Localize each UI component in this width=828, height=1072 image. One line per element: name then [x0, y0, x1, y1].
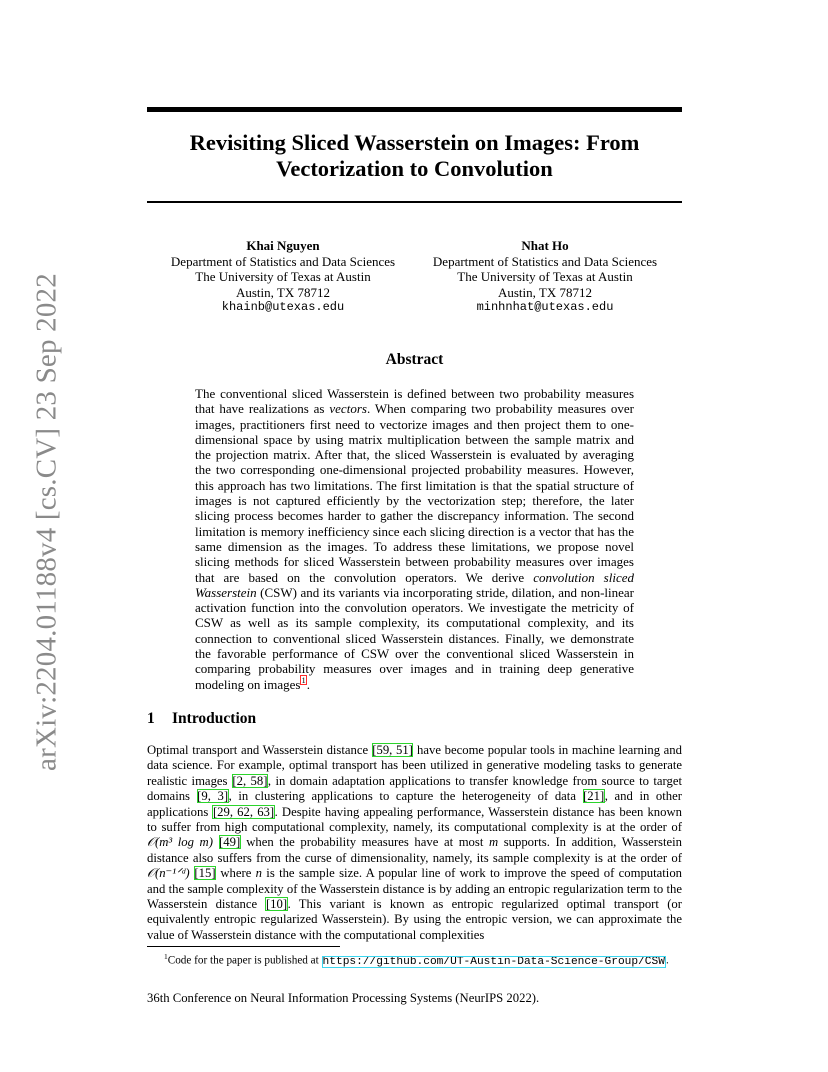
citation-link[interactable]: [59, 51]: [372, 743, 413, 757]
footnote-marker: 1: [164, 952, 168, 961]
top-rule: [147, 107, 682, 112]
citation-link[interactable]: [2, 58]: [232, 773, 268, 788]
footnote-text: Code for the paper is published at: [167, 954, 322, 967]
author-university: The University of Texas at Austin: [457, 269, 633, 284]
footnote-rule: [147, 946, 340, 947]
title-line-1: Revisiting Sliced Wasserstein on Images: From: [189, 130, 640, 155]
author-block-2: [424, 238, 666, 316]
citation-link[interactable]: [29, 62, 63]: [212, 804, 275, 819]
venue-note: 36th Conference on Neural Information Processing Systems (NeurIPS 2022).: [147, 991, 540, 1005]
author-department: Department of Statistics and Data Sciences: [170, 253, 396, 269]
section-heading-introduction: [147, 710, 256, 728]
code-url-link[interactable]: https://github.com/UT-Austin-Data-Science-Group/CSW: [322, 955, 665, 968]
introduction-paragraph: [147, 743, 682, 943]
footnote-link[interactable]: 1: [301, 675, 306, 686]
math-expression: n: [255, 866, 262, 881]
math-expression: 𝒪(m³ log m): [147, 835, 213, 850]
author-department: Department of Statistics and Data Sciences: [432, 253, 658, 269]
intro-segment: , and in other applications: [147, 789, 683, 819]
intro-segment: , in domain adaptation applications to transfer knowledge from source to target domains: [147, 773, 682, 804]
abstract-text: [195, 386, 634, 692]
author-block-1: [160, 238, 406, 316]
author-location: Austin, TX 78712: [235, 284, 330, 300]
section-number: 1: [147, 710, 155, 727]
abstract-segment: . When comparing two probability measures over images, practitioners first need to vectorize images and then project them to one-dimensional space by using matrix multiplication between the sample matrix and the projection matrix. After that, the sliced Wasserstein is evaluated by averaging the two corresponding one-dimensional projected probability measures. However, this approach has two limitations. The first limitation is that the spatial structure of images is not captured efficiently by the vectorization step; therefore, the later slicing process becomes harder to gather the discrepancy information. The second limitation is memory inefficiency since each slicing direction is a vector that has the same dimension as the images. To address these limitations, we propose novel slicing methods for sliced Wasserstein between probability measures over images that are based on the convolution operators. We derive: [195, 401, 635, 585]
title-bottom-rule: [147, 201, 682, 203]
intro-segment: when the probability measures have at most: [240, 835, 489, 850]
author-email[interactable]: khainb@utexas.edu: [221, 300, 345, 314]
math-expression: 𝒪(n⁻¹ᐟᵈ): [147, 866, 190, 881]
abstract-emphasis: vectors: [329, 401, 367, 417]
intro-segment: . Despite having appealing performance, Wasserstein distance has been known to suffer from high computational complexity, namely, its computational complexity is at the order of: [147, 804, 682, 835]
title-line-2: Vectorization to Convolution: [276, 156, 553, 181]
footnote-end: .: [665, 954, 669, 967]
citation-link[interactable]: [49]: [219, 835, 241, 850]
footnote: [164, 950, 669, 969]
intro-segment: . This variant is known as entropic regularized optimal transport (or equivalently entropic regularized Wasserstein). By using the entropic version, we can approximate the value of Wasserstein distance with the computational complexities: [147, 897, 683, 942]
intro-segment: where: [216, 866, 256, 881]
author-location: Austin, TX 78712: [497, 284, 592, 300]
author-name: Nhat Ho: [521, 238, 569, 253]
citation-link[interactable]: [9, 3]: [197, 789, 229, 804]
author-email[interactable]: minhnhat@utexas.edu: [476, 300, 614, 314]
section-title: Introduction: [172, 710, 257, 727]
intro-segment: Optimal transport and Wasserstein distance: [147, 743, 372, 757]
author-name: Khai Nguyen: [246, 238, 320, 253]
author-university: The University of Texas at Austin: [195, 269, 371, 284]
intro-segment: is the sample size. A popular line of work to improve the speed of computation and the sample complexity of the Wasserstein distance is by adding an entropic regularization term to the Wasserstein distance: [147, 866, 683, 912]
math-expression: m: [488, 835, 499, 850]
citation-link[interactable]: [15]: [194, 866, 216, 881]
abstract-heading: Abstract: [385, 351, 444, 368]
intro-segment: supports. In addition, Wasserstein distance also suffers from the curse of dimensionality, namely, its sample complexity is at the order of: [147, 835, 682, 865]
abstract-segment: (CSW) and its variants via incorporating stride, dilation, and non-linear activation function into the convolution operators. We investigate the metricity of CSW as well as its sample complexity, its computational complexity, and its connection to conventional sliced Wasserstein distances. Finally, we demonstrate the favorable performance of CSW over the conventional sliced Wasserstein in comparing probability measures over images and in training deep generative modeling on images: [195, 584, 634, 692]
citation-link[interactable]: [10]: [265, 897, 288, 912]
arxiv-stamp: arXiv:2204.01188v4 [cs.CV] 23 Sep 2022: [30, 273, 63, 771]
citation-link[interactable]: [21]: [583, 789, 605, 804]
intro-segment: , in clustering applications to capture the heterogeneity of data: [228, 789, 583, 804]
intro-segment: have become popular tools in machine learning and data science. For example, optimal transport has been utilized in generative modeling tasks to generate realistic images: [147, 743, 682, 788]
intro-segment: [213, 835, 219, 849]
abstract-emphasis: convolution sliced Wasserstein: [195, 569, 634, 600]
abstract-segment: The conventional sliced Wasserstein is defined between two probability measures that have realizations as: [195, 386, 634, 417]
paper-title: [147, 130, 682, 182]
abstract-segment: .: [306, 676, 310, 692]
